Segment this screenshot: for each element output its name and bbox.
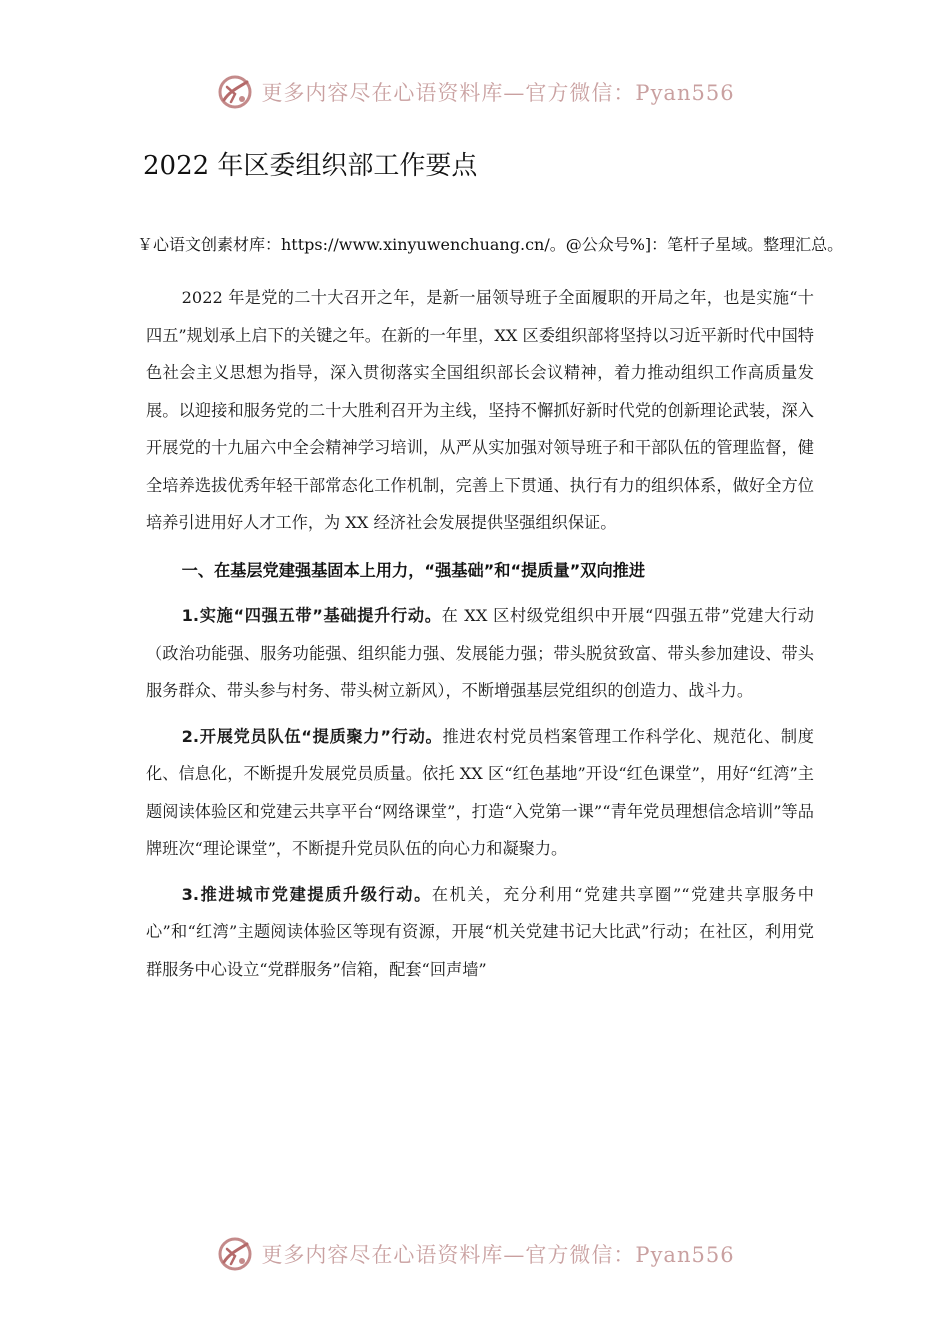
item-body: 推进农村党员档案管理工作科学化、规范化、制度化、信息化，不断提升发展党员质量。依托 XX 区“红色基地”开设“红色课堂”，用好“红湾”主题阅读体验区和党建云共享平台“网络课堂”，打造“入党第一课”“青年党员理想信念培训”等品牌班次“理论课堂”，不断提升党员队伍的向心力和凝聚力。 <box>146 726 814 858</box>
document-body <box>146 279 814 988</box>
list-item <box>146 718 814 868</box>
brand-logo-icon <box>215 1234 255 1274</box>
header-banner <box>0 70 950 114</box>
item-body: 在机关，充分利用“党建共享圈”“党建共享服务中心”和“红湾”主题阅读体验区等现有资源，开展“机关党建书记大比武”行动；在社区，利用党群服务中心设立“党群服务”信箱，配套“回声墙” <box>146 884 814 979</box>
list-item <box>146 597 814 710</box>
brand-logo-icon <box>215 72 255 112</box>
section-heading: 一、在基层党建强基固本上用力，“强基础”和“提质量”双向推进 <box>181 560 646 580</box>
intro-paragraph: 2022 年是党的二十大召开之年，是新一届领导班子全面履职的开局之年，也是实施“十四五”规划承上启下的关键之年。在新的一年里，XX 区委组织部将坚持以习近平新时代中国特色社会主义思想为指导，深入贯彻落实全国组织部长会议精神，着力推动组织工作高质量发展。以迎接和服务党的二十大胜利召开为主线，坚持不懈抓好新时代党的创新理论武装，深入开展党的十九届六中全会精神学习培训，从严从实加强对领导班子和干部队伍的管理监督，健全培养选拔优秀年轻干部常态化工作机制，完善上下贯通、执行有力的组织体系，做好全方位培养引进用好人才工作，为 XX 经济社会发展提供坚强组织保证。 <box>146 288 814 532</box>
item-body: 在 XX 区村级党组织中开展“四强五带”党建大行动（政治功能强、服务功能强、组织能力强、发展能力强；带头脱贫致富、带头参加建设、带头服务群众、带头参与村务、带头树立新风），不断增强基层党组织的创造力、战斗力。 <box>146 606 814 700</box>
list-item <box>146 876 814 989</box>
footer-banner <box>0 1232 950 1276</box>
source-note: ￥心语文创素材库：https://www.xinyuwenchuang.cn/。@公众号%]：笔杆子星域。整理汇总。 <box>137 235 844 254</box>
document-title: 2022 年区委组织部工作要点 <box>143 151 478 181</box>
item-lead: 1.实施“四强五带”基础提升行动。 <box>181 606 442 625</box>
item-lead: 3.推进城市党建提质升级行动。 <box>181 884 432 904</box>
banner-text: 更多内容尽在心语资料库—官方微信：Pyan556 <box>261 81 735 105</box>
item-lead: 2.开展党员队伍“提质聚力”行动。 <box>181 726 443 746</box>
banner-text: 更多内容尽在心语资料库—官方微信：Pyan556 <box>261 1243 735 1267</box>
